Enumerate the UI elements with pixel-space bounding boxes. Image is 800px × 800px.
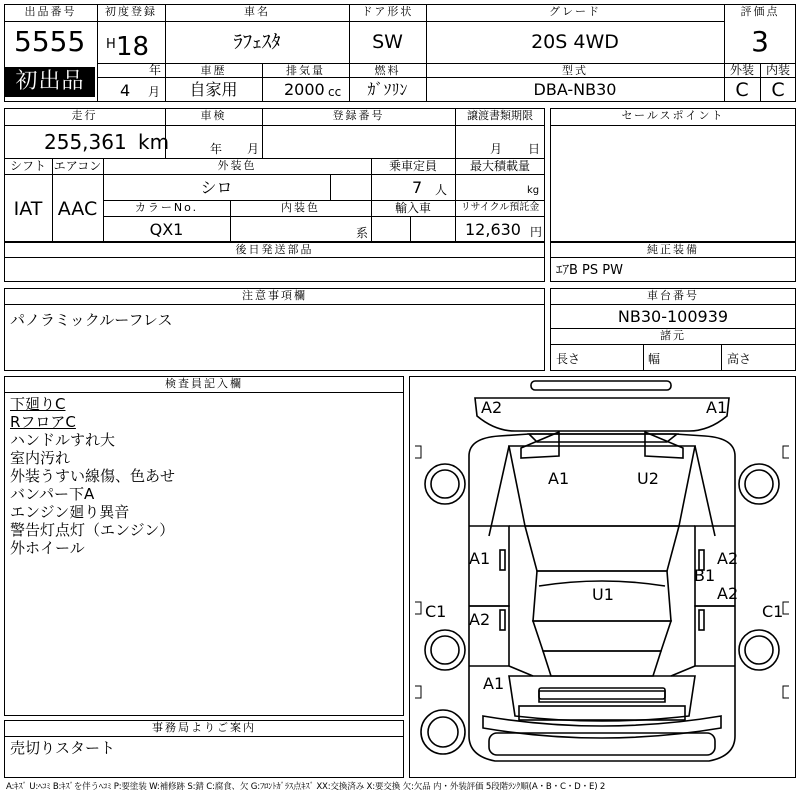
- inspector-note-line: ハンドルすれ大: [10, 431, 116, 449]
- recycle-unit: 円: [530, 225, 543, 239]
- inspector-note-line: RフロアC: [10, 413, 76, 431]
- lot-number: 5555: [14, 25, 86, 58]
- inspector-note-line: 室内汚れ: [10, 449, 71, 467]
- front-bumper: [475, 398, 729, 431]
- caution-label: 注意事項欄: [242, 289, 307, 302]
- capacity: 7: [412, 178, 423, 197]
- inspector-note-line: 外ホイール: [10, 539, 85, 557]
- month-unit: 月: [148, 85, 161, 99]
- mark-right-side: C1: [762, 602, 784, 621]
- inspector-note-line: 下廻りC: [10, 395, 66, 413]
- reg-year: 18: [116, 32, 150, 62]
- inspector-note-line: 外装うすい線傷、色あせ: [10, 467, 176, 485]
- mark-right-rear-door: A2: [717, 584, 739, 603]
- inspector-note-line: 警告灯点灯（エンジン）: [10, 521, 175, 539]
- lot-no-label: 出品番号: [24, 5, 77, 18]
- mark-right-front-door: A2: [717, 549, 739, 568]
- car-name: ﾗﾌｪｽﾀ: [233, 31, 281, 53]
- height-label: 高さ: [727, 352, 752, 366]
- displacement: 2000: [284, 80, 325, 99]
- capacity-unit: 人: [435, 183, 448, 197]
- transfer-day-unit: 日: [528, 142, 541, 156]
- legend: A:ｷｽﾞ U:ﾍｺﾐ B:ｷｽﾞを伴うﾍｺﾐ P:要塗装 W:補修跡 S:錆 C:腐食、欠 G:ﾌﾛﾝﾄｶﾞﾗｽ点ｷｽﾞ XX:交換済み X:要交換 欠:欠品 内・外装評価 5段階ﾗﾝｸ順(A・B・C・D・E) 2: [6, 782, 606, 792]
- mark-rear-left: A1: [483, 674, 505, 693]
- first-listing-badge: 初出品: [5, 67, 95, 97]
- grade: 20S 4WD: [531, 31, 619, 53]
- displacement-unit: cc: [328, 85, 342, 99]
- inspector-label: 検査員記入欄: [165, 377, 243, 390]
- exterior-score-label: 外装: [729, 63, 754, 77]
- mark-hood-left: A1: [548, 469, 570, 488]
- mark-left-side: C1: [425, 602, 447, 621]
- mark-front-left: A2: [481, 398, 503, 417]
- year-unit: 年: [149, 63, 162, 77]
- caution-text: パノラミックルーフレス: [10, 311, 173, 329]
- chassis-number: NB30-100939: [617, 307, 729, 326]
- ext-color: シロ: [200, 178, 233, 197]
- recycle-deposit: 12,630: [465, 220, 521, 239]
- reg-month: 4: [120, 81, 131, 100]
- interior-score-label: 内装: [765, 63, 790, 77]
- details-section: [4, 108, 545, 242]
- displacement-label: 排気量: [286, 64, 325, 77]
- later-parts-label: 後日発送部品: [235, 243, 314, 256]
- inspection-month-unit: 月: [247, 142, 260, 156]
- hood: [509, 446, 695, 526]
- history-label: 車歴: [200, 64, 227, 77]
- inspector-note-line: エンジン廻り異音: [10, 503, 130, 521]
- mark-left-front-door: A1: [469, 549, 491, 568]
- era: H: [106, 37, 116, 52]
- capacity-label: 乗車定員: [388, 159, 437, 173]
- int-color-label: 内装色: [281, 201, 320, 214]
- mileage-unit: km: [138, 130, 170, 154]
- transfer-month-unit: 月: [490, 142, 503, 156]
- car-name-label: 車名: [244, 5, 270, 18]
- sales-point-label: セールスポイント: [621, 109, 725, 122]
- recycle-label: リサイクル預託金: [460, 202, 540, 213]
- exterior-score: C: [735, 79, 749, 101]
- ac-label: エアコン: [53, 159, 102, 173]
- chassis-label: 車台番号: [647, 289, 699, 302]
- fuel: ｶﾞｿﾘﾝ: [367, 80, 408, 99]
- car-diagram: [409, 376, 796, 778]
- mark-left-rear-door: A2: [469, 610, 491, 629]
- equipment-label: 純正装備: [647, 243, 699, 256]
- mileage-label: 走行: [71, 109, 98, 122]
- ext-color-label: 外装色: [217, 159, 257, 172]
- model-code: DBA-NB30: [533, 80, 617, 99]
- history: 自家用: [189, 80, 238, 99]
- width-label: 幅: [648, 352, 661, 366]
- dims-label: 諸元: [660, 329, 686, 342]
- model-label: 型式: [562, 64, 588, 77]
- shift-type: IAT: [13, 198, 43, 220]
- reg-no-label: 登録番号: [332, 109, 385, 122]
- door-type: SW: [372, 31, 403, 53]
- color-no-label: カラーNo.: [134, 201, 199, 214]
- score-label: 評価点: [740, 5, 780, 18]
- ac-type: AAC: [57, 198, 98, 220]
- inspection-label: 車検: [200, 109, 227, 122]
- windshield: [525, 526, 679, 571]
- max-load-unit: kg: [527, 185, 540, 196]
- mark-hood-right: U2: [637, 469, 659, 488]
- fuel-label: 燃料: [374, 64, 401, 77]
- transfer-label: 譲渡書類期限: [467, 109, 533, 122]
- office-label: 事務局よりご案内: [152, 721, 256, 734]
- color-no: QX1: [149, 220, 184, 239]
- grade-label: グレード: [549, 5, 601, 18]
- mark-roof: U1: [592, 585, 614, 604]
- inspector-note-line: バンパー下A: [10, 485, 95, 503]
- int-color-unit: 系: [356, 226, 369, 240]
- inspector-notes: [10, 395, 175, 557]
- mileage: 255,361: [44, 130, 127, 154]
- interior-score: C: [771, 79, 785, 101]
- front-bumper-top: [531, 381, 671, 390]
- office-text: 売切りスタート: [10, 739, 116, 757]
- sales-point-section: [550, 108, 796, 242]
- inspection-year-unit: 年: [210, 142, 223, 156]
- door-label: ドア形状: [361, 5, 414, 18]
- mark-right-mid: B1: [694, 566, 716, 585]
- length-label: 長さ: [556, 352, 581, 366]
- score: 3: [751, 25, 769, 58]
- shift-label: シフト: [9, 159, 46, 173]
- equipment: ｴｱB PS PW: [556, 263, 623, 278]
- max-load-label: 最大積載量: [469, 159, 530, 173]
- mark-front-right: A1: [706, 398, 728, 417]
- import-label: 輸入車: [394, 201, 431, 215]
- first-reg-label: 初度登録: [105, 5, 157, 18]
